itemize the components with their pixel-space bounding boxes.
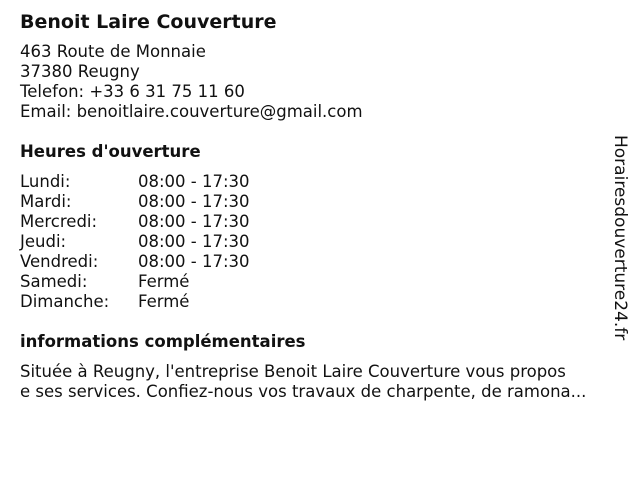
hours-row-monday: [20, 172, 610, 192]
hours-row-sunday: [20, 292, 610, 312]
business-name: Benoit Laire Couverture: [20, 11, 277, 33]
email: Email: benoitlaire.couverture@gmail.com: [20, 102, 363, 121]
phone: Telefon: +33 6 31 75 11 60: [20, 82, 245, 101]
additional-info-heading: informations complémentaires: [20, 332, 306, 351]
hours-row-thursday: [20, 232, 610, 252]
hours-row-wednesday: [20, 212, 610, 232]
time-value: 08:00 - 17:30: [138, 192, 250, 211]
side-brand-watermark: Horairesdouverture24.fr: [610, 135, 630, 341]
time-value: 08:00 - 17:30: [138, 252, 250, 271]
time-value: 08:00 - 17:30: [138, 172, 250, 191]
day-label: Vendredi:: [20, 252, 99, 271]
address-line-2: 37380 Reugny: [20, 62, 140, 81]
time-value: 08:00 - 17:30: [138, 212, 250, 231]
business-card: [20, 10, 610, 402]
additional-info-text: Située à Reugny, l'entreprise Benoit Laire Couverture vous propos e ses services. Confiez-nous vos travaux de charpente, de ramona...: [20, 362, 587, 401]
hours-row-saturday: [20, 272, 610, 292]
hours-row-tuesday: [20, 192, 610, 212]
day-label: Lundi:: [20, 172, 71, 191]
day-label: Dimanche:: [20, 292, 110, 311]
time-value: Fermé: [138, 272, 190, 291]
time-value: Fermé: [138, 292, 190, 311]
address-line-1: 463 Route de Monnaie: [20, 42, 206, 61]
day-label: Samedi:: [20, 272, 88, 291]
day-label: Jeudi:: [20, 232, 67, 251]
hours-row-friday: [20, 252, 610, 272]
opening-hours-list: [20, 172, 610, 312]
day-label: Mardi:: [20, 192, 72, 211]
opening-hours-heading: Heures d'ouverture: [20, 142, 201, 161]
day-label: Mercredi:: [20, 212, 98, 231]
time-value: 08:00 - 17:30: [138, 232, 250, 251]
